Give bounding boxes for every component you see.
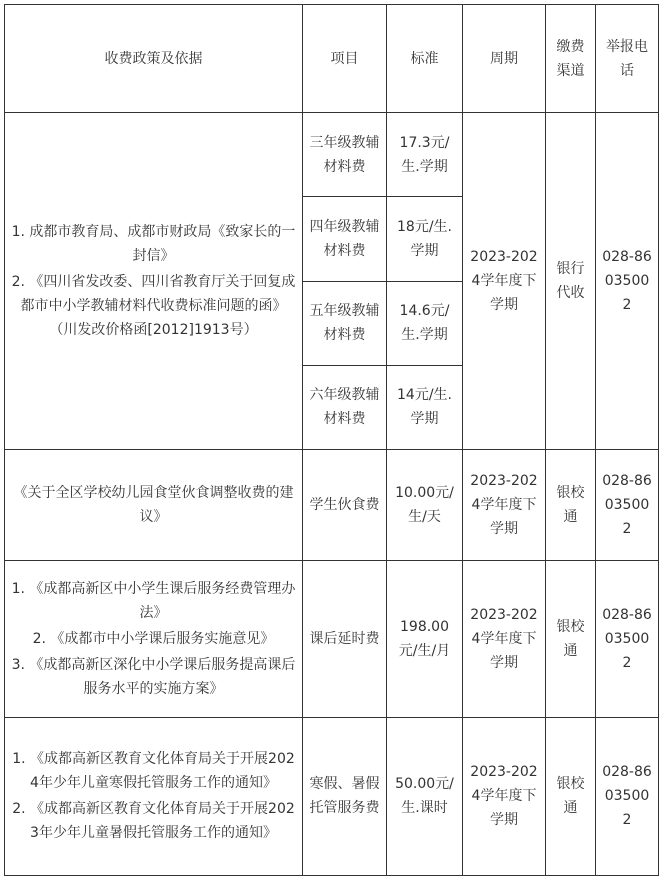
policy-text: 《关于全区学校幼儿园食堂伙食调整收费的建议》 bbox=[13, 485, 294, 526]
policy-cell bbox=[5, 561, 303, 717]
standard-cell: 14元/生.学期 bbox=[387, 365, 463, 449]
standard-cell: 50.00元/生.课时 bbox=[387, 717, 463, 875]
report-phone-cell: 028-86035002 bbox=[596, 449, 659, 560]
channel-cell: 银校通 bbox=[546, 717, 596, 875]
fee-row bbox=[5, 113, 659, 197]
fee-row bbox=[5, 449, 659, 560]
item-cell: 四年级教辅材料费 bbox=[303, 197, 387, 281]
period-cell: 2023-2024学年度下学期 bbox=[463, 561, 546, 717]
policy-text: 1. 成都市教育局、成都市财政局《致家长的一封信》 bbox=[11, 224, 296, 265]
header-row bbox=[5, 5, 659, 113]
header-report-phone: 举报电话 bbox=[596, 5, 659, 113]
fee-table bbox=[4, 4, 659, 876]
header-policy: 收费政策及依据 bbox=[5, 5, 303, 113]
standard-cell: 17.3元/生.学期 bbox=[387, 113, 463, 197]
item-cell: 学生伙食费 bbox=[303, 449, 387, 560]
header-period: 周期 bbox=[463, 5, 546, 113]
period-cell: 2023-2024学年度下学期 bbox=[463, 449, 546, 560]
report-phone-cell: 028-86035002 bbox=[596, 561, 659, 717]
period-cell: 2023-2024学年度下学期 bbox=[463, 717, 546, 875]
policy-cell bbox=[5, 113, 303, 450]
policy-text: 3. 《成都高新区深化中小学课后服务提高课后服务水平的实施方案》 bbox=[11, 656, 296, 697]
report-phone-cell: 028-86035002 bbox=[596, 113, 659, 450]
fee-row bbox=[5, 717, 659, 875]
policy-cell bbox=[5, 717, 303, 875]
policy-text: 2. 《四川省发改委、四川省教育厅关于回复成都市中小学教辅材料代收费标准问题的函》（川发改价格函[2012]1913号） bbox=[11, 274, 296, 339]
header-channel: 缴费渠道 bbox=[546, 5, 596, 113]
standard-cell: 18元/生.学期 bbox=[387, 197, 463, 281]
policy-text: 1. 《成都高新区中小学生课后服务经费管理办法》 bbox=[11, 580, 296, 621]
standard-cell: 14.6元/生.学期 bbox=[387, 281, 463, 365]
channel-cell: 银校通 bbox=[546, 561, 596, 717]
fee-row bbox=[5, 561, 659, 717]
channel-cell: 银校通 bbox=[546, 449, 596, 560]
standard-cell: 10.00元/生/天 bbox=[387, 449, 463, 560]
policy-text: 2. 《成都高新区教育文化体育局关于开展2023年少年儿童暑假托管服务工作的通知》 bbox=[12, 801, 295, 842]
item-cell: 六年级教辅材料费 bbox=[303, 365, 387, 449]
item-cell: 寒假、暑假托管服务费 bbox=[303, 717, 387, 875]
item-cell: 三年级教辅材料费 bbox=[303, 113, 387, 197]
report-phone-cell: 028-86035002 bbox=[596, 717, 659, 875]
channel-cell: 银行代收 bbox=[546, 113, 596, 450]
header-standard: 标准 bbox=[387, 5, 463, 113]
policy-cell bbox=[5, 449, 303, 560]
item-cell: 课后延时费 bbox=[303, 561, 387, 717]
standard-cell: 198.00元/生/月 bbox=[387, 561, 463, 717]
header-item: 项目 bbox=[303, 5, 387, 113]
policy-text: 2. 《成都市中小学课后服务实施意见》 bbox=[32, 630, 275, 647]
period-cell: 2023-2024学年度下学期 bbox=[463, 113, 546, 450]
policy-text: 1. 《成都高新区教育文化体育局关于开展2024年少年儿童寒假托管服务工作的通知》 bbox=[12, 751, 295, 792]
item-cell: 五年级教辅材料费 bbox=[303, 281, 387, 365]
